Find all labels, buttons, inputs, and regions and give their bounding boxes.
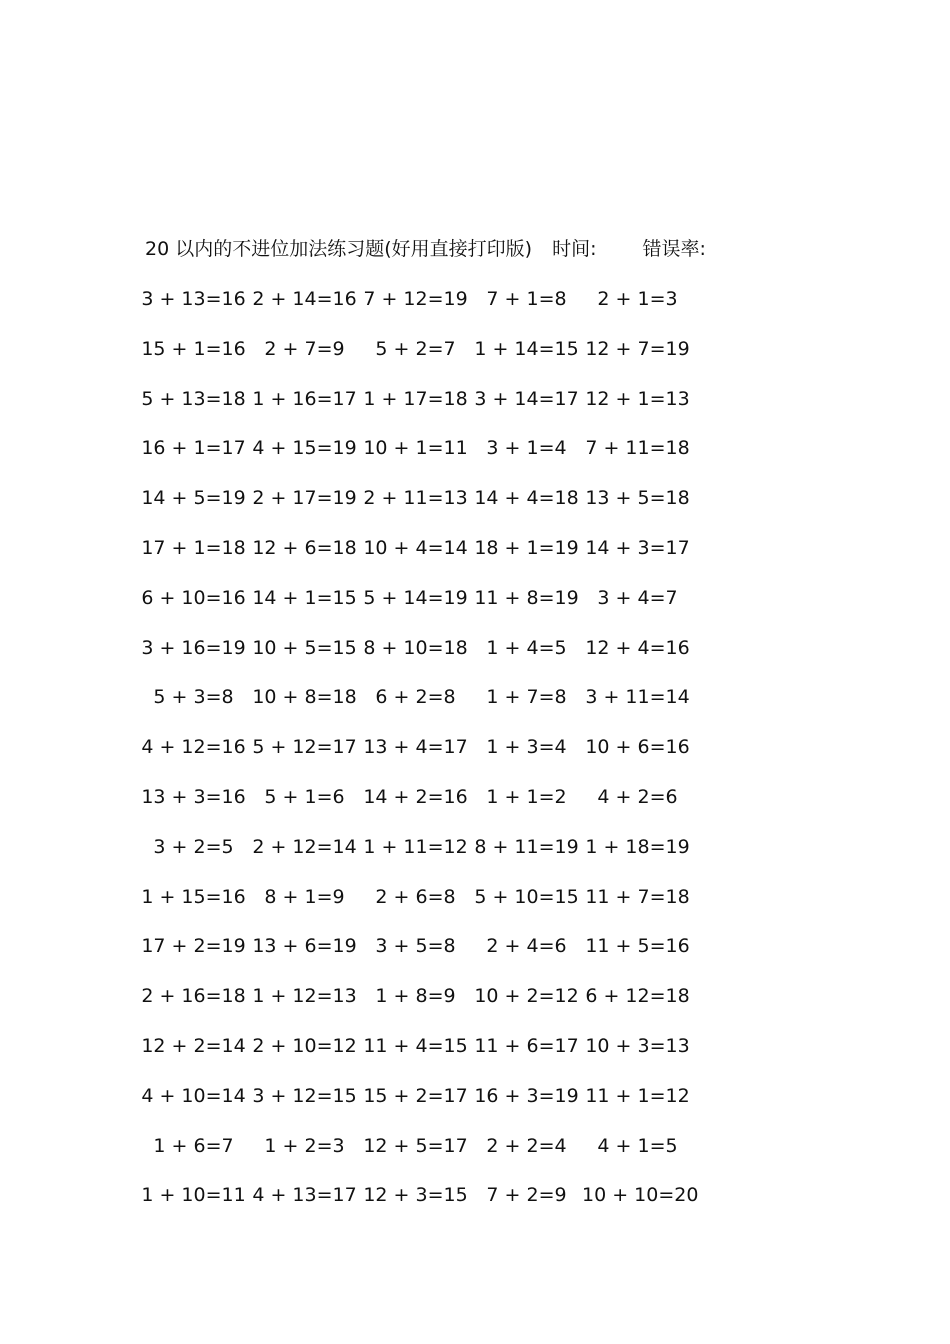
addition-problem: 7 + 11=18 [585, 437, 690, 460]
addition-problem: 1 + 18=19 [585, 835, 690, 858]
addition-problem: 12 + 1=13 [585, 387, 690, 410]
addition-problem: 2 + 6=8 [375, 885, 456, 908]
addition-problem: 3 + 12=15 [252, 1084, 357, 1107]
addition-problem: 10 + 5=15 [252, 636, 357, 659]
addition-problem: 2 + 10=12 [252, 1034, 357, 1057]
problem-row [138, 386, 693, 436]
addition-problem: 10 + 10=20 [582, 1184, 699, 1207]
addition-problem: 10 + 3=13 [585, 1034, 690, 1057]
addition-problem: 7 + 1=8 [486, 288, 567, 310]
addition-problem: 8 + 1=9 [264, 885, 345, 908]
addition-problem: 17 + 2=19 [141, 935, 246, 958]
addition-problem: 6 + 2=8 [375, 686, 456, 709]
addition-problem: 5 + 13=18 [141, 387, 246, 410]
problem-row [138, 1083, 693, 1133]
problem-row [138, 1033, 693, 1083]
addition-problem: 5 + 10=15 [474, 885, 579, 908]
addition-problem: 17 + 1=18 [141, 536, 246, 559]
addition-problem: 3 + 16=19 [141, 636, 246, 659]
addition-problem: 3 + 13=16 [141, 288, 246, 310]
problem-row [138, 884, 693, 934]
problem-row [138, 286, 693, 336]
worksheet-heading [145, 236, 706, 262]
addition-problem: 1 + 4=5 [486, 636, 567, 659]
addition-problem: 2 + 2=4 [486, 1134, 567, 1157]
problem-row [138, 635, 693, 685]
addition-problem: 14 + 3=17 [585, 536, 690, 559]
addition-problem: 7 + 12=19 [363, 288, 468, 310]
addition-problem: 4 + 1=5 [597, 1134, 678, 1157]
problem-row [138, 336, 693, 386]
addition-problem: 10 + 1=11 [363, 437, 468, 460]
problem-row [138, 834, 693, 884]
addition-problem: 12 + 5=17 [363, 1134, 468, 1157]
addition-problem: 1 + 2=3 [264, 1134, 345, 1157]
addition-problem: 1 + 3=4 [486, 736, 567, 759]
addition-problem: 13 + 4=17 [363, 736, 468, 759]
addition-problem: 16 + 3=19 [474, 1084, 579, 1107]
addition-problem: 8 + 11=19 [474, 835, 579, 858]
addition-problem: 3 + 5=8 [375, 935, 456, 958]
addition-problem: 6 + 10=16 [141, 586, 246, 609]
addition-problem: 4 + 15=19 [252, 437, 357, 460]
addition-problem: 1 + 11=12 [363, 835, 468, 858]
addition-problem: 12 + 6=18 [252, 536, 357, 559]
problem-row [138, 933, 693, 983]
addition-problem: 6 + 12=18 [585, 985, 690, 1008]
addition-problem: 2 + 4=6 [486, 935, 567, 958]
addition-problem: 1 + 8=9 [375, 985, 456, 1008]
addition-problem: 1 + 12=13 [252, 985, 357, 1008]
addition-problem: 13 + 5=18 [585, 487, 690, 510]
addition-problem: 3 + 2=5 [153, 835, 234, 858]
time-label: 时间: [552, 238, 597, 260]
addition-problem: 1 + 7=8 [486, 686, 567, 709]
addition-problem: 11 + 4=15 [363, 1034, 468, 1057]
addition-problem: 11 + 8=19 [474, 586, 579, 609]
addition-problem: 11 + 7=18 [585, 885, 690, 908]
addition-problem: 14 + 2=16 [363, 785, 468, 808]
addition-problem: 5 + 2=7 [375, 337, 456, 360]
addition-problem: 2 + 12=14 [252, 835, 357, 858]
addition-problem: 15 + 2=17 [363, 1084, 468, 1107]
addition-problem: 12 + 2=14 [141, 1034, 246, 1057]
addition-problem: 4 + 10=14 [141, 1084, 246, 1107]
problem-row [138, 435, 693, 485]
addition-problem: 5 + 12=17 [252, 736, 357, 759]
addition-problem: 2 + 16=18 [141, 985, 246, 1008]
addition-problem: 5 + 1=6 [264, 785, 345, 808]
addition-problem: 13 + 6=19 [252, 935, 357, 958]
addition-problem: 11 + 5=16 [585, 935, 690, 958]
addition-problem: 10 + 4=14 [363, 536, 468, 559]
worksheet-title: 20 以内的不进位加法练习题(好用直接打印版) [145, 238, 533, 260]
addition-problem: 1 + 15=16 [141, 885, 246, 908]
addition-problem: 15 + 1=16 [141, 337, 246, 360]
addition-problem: 1 + 16=17 [252, 387, 357, 410]
addition-problem: 11 + 6=17 [474, 1034, 579, 1057]
problem-row [138, 734, 693, 784]
problem-row [138, 784, 693, 834]
addition-problem: 18 + 1=19 [474, 536, 579, 559]
addition-problem: 10 + 8=18 [252, 686, 357, 709]
addition-problem: 5 + 3=8 [153, 686, 234, 709]
addition-problem: 3 + 14=17 [474, 387, 579, 410]
problem-row [138, 983, 693, 1033]
problem-row [138, 535, 693, 585]
addition-problem: 16 + 1=17 [141, 437, 246, 460]
problem-row [138, 1133, 693, 1183]
addition-problem: 1 + 14=15 [474, 337, 579, 360]
problem-grid [138, 286, 699, 1232]
addition-problem: 1 + 10=11 [141, 1184, 246, 1207]
addition-problem: 4 + 2=6 [597, 785, 678, 808]
addition-problem: 5 + 14=19 [363, 586, 468, 609]
problem-row [138, 684, 693, 734]
addition-problem: 12 + 7=19 [585, 337, 690, 360]
addition-problem: 4 + 13=17 [252, 1184, 357, 1207]
addition-problem: 2 + 11=13 [363, 487, 468, 510]
addition-problem: 2 + 17=19 [252, 487, 357, 510]
addition-problem: 14 + 1=15 [252, 586, 357, 609]
problem-row [138, 485, 693, 535]
addition-problem: 8 + 10=18 [363, 636, 468, 659]
addition-problem: 14 + 5=19 [141, 487, 246, 510]
addition-problem: 3 + 4=7 [597, 586, 678, 609]
addition-problem: 10 + 2=12 [474, 985, 579, 1008]
addition-problem: 2 + 14=16 [252, 288, 357, 310]
addition-problem: 7 + 2=9 [486, 1184, 567, 1207]
addition-problem: 1 + 17=18 [363, 387, 468, 410]
addition-problem: 13 + 3=16 [141, 785, 246, 808]
addition-problem: 14 + 4=18 [474, 487, 579, 510]
addition-problem: 1 + 6=7 [153, 1134, 234, 1157]
addition-problem: 12 + 4=16 [585, 636, 690, 659]
addition-problem: 3 + 1=4 [486, 437, 567, 460]
addition-problem: 2 + 1=3 [597, 288, 678, 310]
addition-problem: 2 + 7=9 [264, 337, 345, 360]
problem-row [138, 585, 693, 635]
addition-problem: 4 + 12=16 [141, 736, 246, 759]
addition-problem: 1 + 1=2 [486, 785, 567, 808]
addition-problem: 3 + 11=14 [585, 686, 690, 709]
problem-row [138, 1182, 699, 1232]
addition-problem: 11 + 1=12 [585, 1084, 690, 1107]
error-rate-label: 错误率: [642, 238, 706, 260]
addition-problem: 12 + 3=15 [363, 1184, 468, 1207]
addition-problem: 10 + 6=16 [585, 736, 690, 759]
